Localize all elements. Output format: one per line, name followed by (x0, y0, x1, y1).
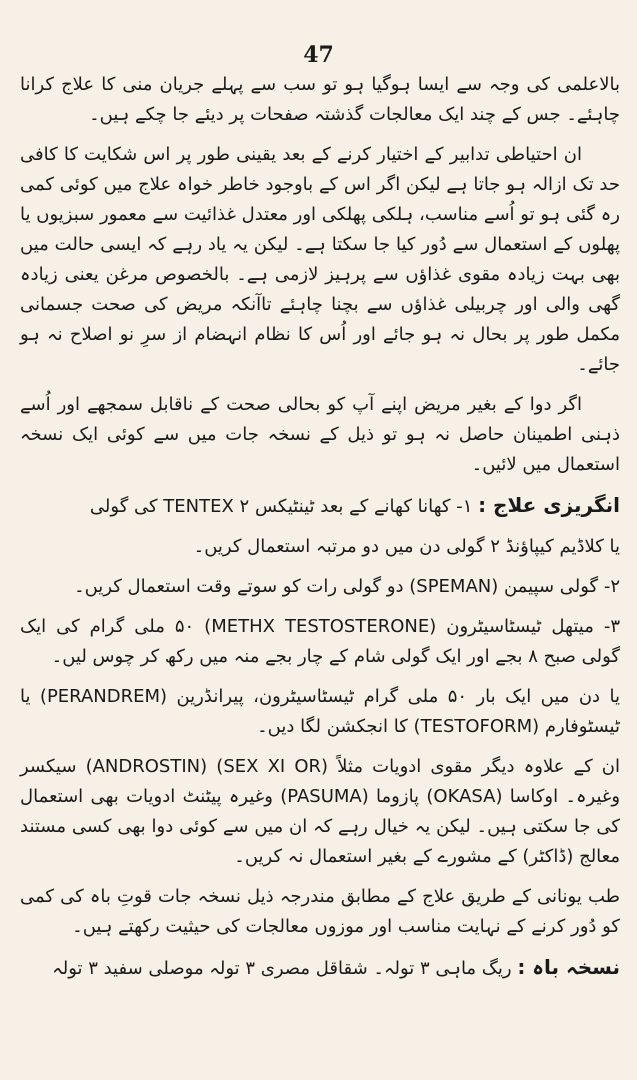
unani-paragraph: طب یونانی کے طریق علاج کے مطابق مندرجہ ذیل نسخہ جات قوتِ باہ کی کمی کو دُور کرنے کے نہایت مناسب اور موزوں معالجات کی حیثیت رکھتے ہیں۔ (20, 886, 620, 937)
treatment-3-alternative: یا دن میں ایک بار ۵۰ ملی گرام ٹیسٹاسیٹرون، پیرانڈرین (PERANDREM) یا ٹیسٹوفارم (TESTOFORM) کا انجکشن لگا دیں۔ (20, 686, 620, 737)
paragraph-1: بالاعلمی کی وجہ سے ایسا ہوگیا ہو تو سب سے پہلے جریان منی کا علاج کرانا چاہئے۔ جس کے چند ایک معالجات گذشتہ صفحات پر دیئے جا چکے ہیں۔ (20, 74, 620, 125)
treatment-3: ۳- میتھل ٹیسٹاسیٹرون (METHX TESTOSTERONE) ۵۰ ملی گرام کی ایک گولی صبح ۸ بجے اور ایک گولی شام کے چار بجے منہ میں رکھ کر چوس لیں۔ (20, 616, 620, 667)
english-treatment-text: ۱- کھانا کھانے کے بعد ٹینٹیکس TENTEX ۲ کی گولی (89, 496, 473, 517)
english-treatment-heading: انگریزی علاج : (478, 493, 620, 517)
treatment-1-continued: یا کلاڈیم کیپاؤنڈ ۲ گولی دن میں دو مرتبہ استعمال کریں۔ (193, 536, 620, 557)
nuskha-line (20, 952, 620, 984)
nuskha-text: ریگ ماہی ۳ تولہ۔ شقاقل مصری ۳ تولہ موصلی سفید ۳ تولہ (52, 958, 512, 979)
paragraph-3: اگر دوا کے بغیر مریض اپنے آپ کو بحالی صحت کے ناقابل سمجھے اور اُسے ذہنی اطمینان حاصل نہ ہو تو ذیل کے نسخہ جات میں سے کوئی ایک نسخہ استعمال میں لائیں۔ (20, 394, 620, 475)
nuskha-heading: نسخہ باہ : (517, 955, 620, 979)
paragraph-2: ان احتیاطی تدابیر کے اختیار کرنے کے بعد یقینی طور پر اس شکایت کا کافی حد تک ازالہ ہو جاتا ہے لیکن اگر اس کے باوجود خاطر خواہ علاج میں کوئی کمی رہ گئی ہو تو اُسے مناسب، ہلکی پھلکی اور معتدل غذائیت سے معمور سبزیوں یا پھلوں کے استعمال سے دُور کیا جا سکتا ہے۔ لیکن یہ یاد رہے کہ ایسی حالت میں بھی بہت زیادہ مقوی غذاؤں سے پرہیز لازمی ہے۔ بالخصوص مرغن یعنی زیادہ گھی والی اور چربیلی غذاؤں سے بچنا چاہئے تاآنکہ مریض کی صحت جسمانی مکمل طور پر بحال نہ ہو جائے اور اُس کا نظام انہضام از سرِ نو اصلاح نہ ہو جائے۔ (20, 144, 620, 375)
english-treatment (20, 490, 620, 522)
page-number: 47 (303, 42, 334, 68)
page-body (20, 70, 620, 994)
other-medicines-paragraph: ان کے علاوہ دیگر مقوی ادویات مثلاً (SEX XI OR) (ANDROSTIN) سیکسر وغیرہ۔ اوکاسا (OKASA) پازوما (PASUMA) وغیرہ پیٹنٹ ادویات بھی استعمال کی جا سکتی ہیں۔ لیکن یہ خیال رہے کہ ان میں سے کوئی دوا بھی کسی مستند معالج (ڈاکٹر) کے مشورے کے بغیر استعمال نہ کریں۔ (20, 756, 621, 867)
treatment-2: ۲- گولی سپیمن (SPEMAN) دو گولی رات کو سوتے وقت استعمال کریں۔ (74, 576, 620, 597)
